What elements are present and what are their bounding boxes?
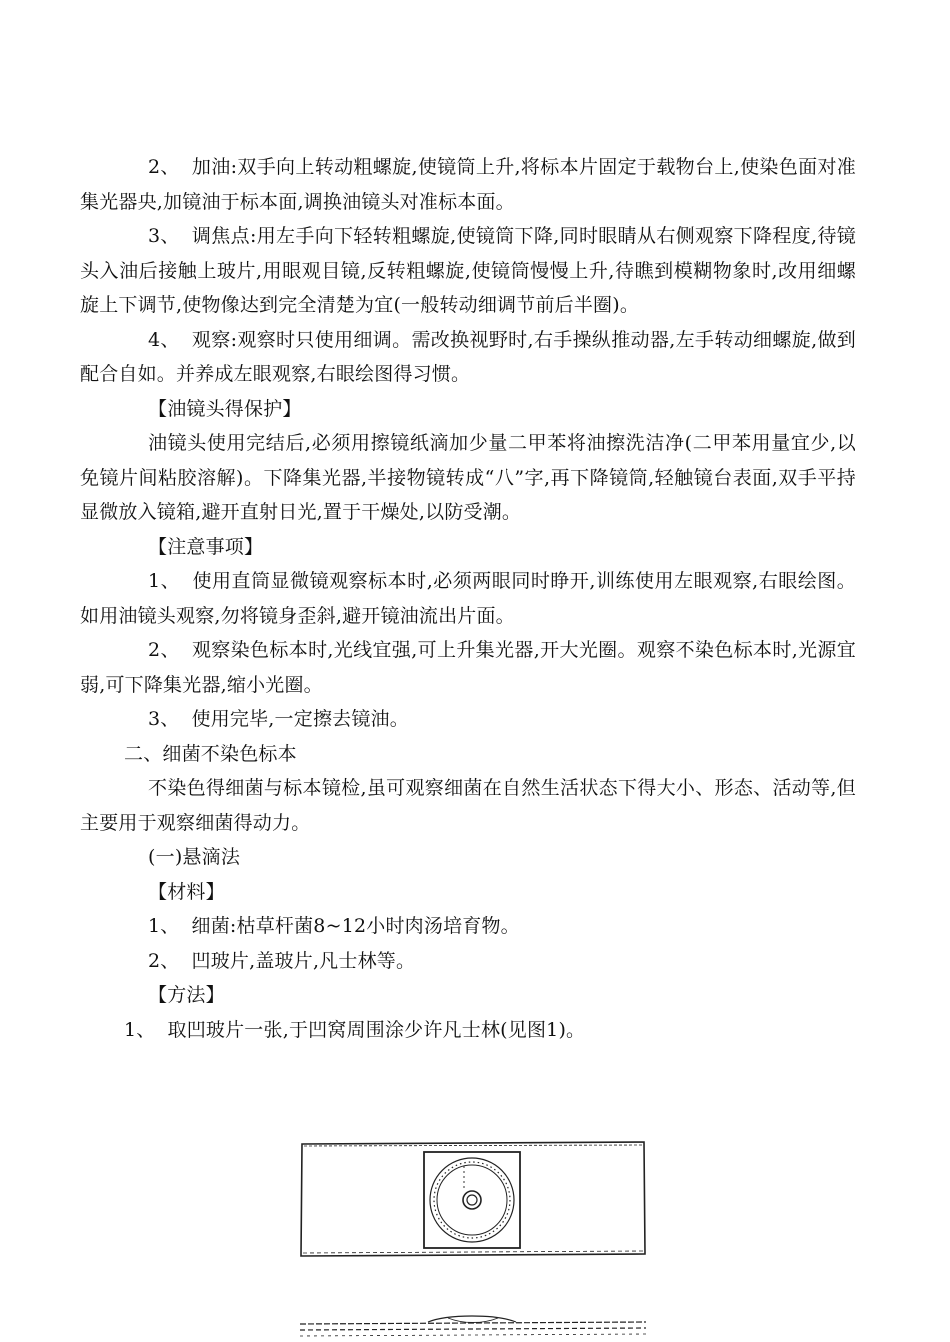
paragraph-text: 观察染色标本时,光线宜强,可上升集光器,开大光圈。观察不染色标本时,光源宜弱,可下降集光器,缩小光圈。 (80, 639, 856, 696)
slide-top-view (301, 1142, 645, 1256)
paragraph-text: 使用直筒显微镜观察标本时,必须两眼同时睁开,训练使用左眼观察,右眼绘图。如用油镜头观察,勿将镜身歪斜,避开镜油流出片面。 (80, 570, 856, 627)
paragraph-unstained: 不染色得细菌与标本镜检,虽可观察细菌在自然生活状态下得大小、形态、活动等,但主要用于观察细菌得动力。 (80, 777, 856, 834)
body-text (80, 150, 856, 1047)
paragraph-note-3 (80, 702, 856, 737)
slide-illustration (298, 1132, 648, 1342)
section-heading-notes: 【注意事项】 (148, 535, 264, 558)
paragraph-text: 观察:观察时只使用细调。需改换视野时,右手操纵推动器,左手转动细螺旋,做到配合自如。并养成左眼观察,右眼绘图得习惯。 (80, 328, 856, 385)
subheading-hanging-drop: (一)悬滴法 (148, 846, 241, 868)
section-heading-materials: 【材料】 (148, 880, 225, 903)
step-number: 1、 (124, 1018, 156, 1041)
slide-side-view (300, 1316, 646, 1336)
paragraph-text: 凹玻片,盖玻片,凡士林等。 (191, 949, 416, 972)
paragraph-note-2 (80, 633, 856, 702)
step-number: 3、 (148, 708, 180, 730)
step-number: 2、 (148, 639, 180, 661)
paragraph-text: 细菌:枯草杆菌8~12小时肉汤培育物。 (191, 915, 520, 937)
paragraph-text: 取凹玻片一张,于凹窝周围涂少许凡士林(见图1)。 (167, 1018, 586, 1041)
paragraph-material-1 (80, 909, 856, 944)
paragraph-step-2 (80, 150, 856, 219)
step-number: 1、 (148, 915, 180, 937)
step-number: 2、 (148, 949, 180, 972)
paragraph-lens-care: 油镜头使用完结后,必须用擦镜纸滴加少量二甲苯将油擦洗洁净(二甲苯用量宜少,以免镜片间粘胶溶解)。下降集光器,半接物镜转成“八”字,再下降镜筒,轻触镜台表面,双手平持显微放入镜箱,避开直射日光,置于干燥处,以防受潮。 (80, 432, 856, 523)
section-heading-unstained: 二、细菌不染色标本 (124, 742, 297, 765)
paragraph-material-2 (80, 944, 856, 979)
section-heading-lens-care: 【油镜头得保护】 (148, 397, 302, 420)
paragraph-step-3 (80, 219, 856, 323)
paragraph-step-4 (80, 323, 856, 392)
paragraph-text: 加油:双手向上转动粗螺旋,使镜筒上升,将标本片固定于载物台上,使染色面对准集光器央,加镜油于标本面,调换油镜头对准标本面。 (80, 156, 856, 213)
step-number: 3、 (148, 225, 180, 247)
paragraph-text: 使用完毕,一定擦去镜油。 (191, 708, 409, 730)
step-number: 4、 (148, 328, 180, 351)
paragraph-method-1 (80, 1013, 856, 1048)
step-number: 1、 (148, 570, 181, 592)
paragraph-note-1 (80, 564, 856, 633)
step-number: 2、 (148, 156, 180, 178)
paragraph-text: 调焦点:用左手向下轻转粗螺旋,使镜筒下降,同时眼睛从右侧观察下降程度,待镜头入油后接触上玻片,用眼观目镜,反转粗螺旋,使镜筒慢慢上升,待瞧到模糊物象时,改用细螺旋上下调节,使物像达到完全清楚为宜(一般转动细调节前后半圈)。 (80, 225, 856, 316)
section-heading-method: 【方法】 (148, 984, 225, 1006)
